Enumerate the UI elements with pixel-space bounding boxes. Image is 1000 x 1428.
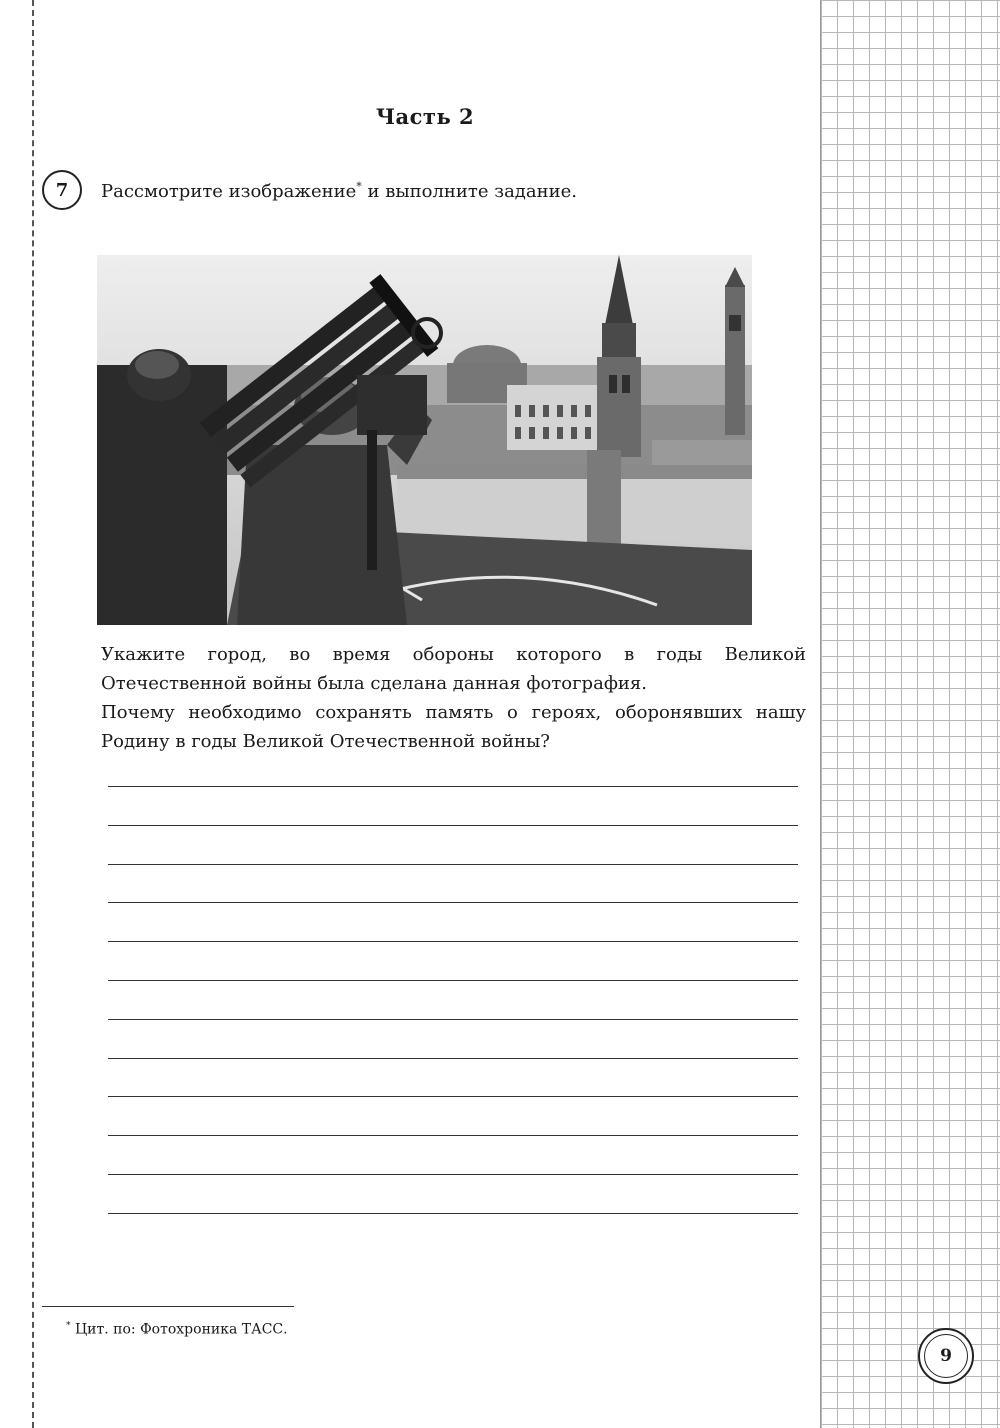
task-number-badge [42, 170, 82, 210]
part-title: Часть 2 [375, 104, 475, 129]
footnote-mark: * [356, 180, 362, 193]
footnote-text: Цит. по: Фотохроника ТАСС. [70, 1321, 288, 1338]
task-prompt-text: Рассмотрите изображение [101, 181, 357, 202]
page-number-inner-ring [924, 1334, 968, 1378]
answer-line[interactable] [108, 980, 798, 1019]
answer-line[interactable] [108, 825, 798, 864]
answer-line[interactable] [108, 864, 798, 903]
answer-line[interactable] [108, 1058, 798, 1097]
question-part-2: Почему необходимо сохранять память о героях, оборонявших нашу Родину в годы Великой Отечественной войны? [101, 702, 806, 752]
answer-line[interactable] [108, 1174, 798, 1213]
footnote-rule [42, 1306, 294, 1307]
answer-line[interactable] [108, 1135, 798, 1174]
answer-area[interactable] [108, 786, 798, 1252]
wartime-photo [97, 255, 752, 625]
question-text [101, 640, 806, 756]
task-prompt-text-end: и выполните задание. [361, 181, 577, 202]
answer-line[interactable] [108, 1213, 798, 1252]
task-prompt [101, 180, 577, 202]
footnote-mark: * [66, 1321, 71, 1331]
answer-line[interactable] [108, 1096, 798, 1135]
answer-line[interactable] [108, 1019, 798, 1058]
cut-line [32, 0, 34, 1428]
answer-line[interactable] [108, 902, 798, 941]
grid-margin [820, 0, 1000, 1428]
page-number: 9 [940, 1346, 952, 1366]
answer-line[interactable] [108, 941, 798, 980]
footnote [66, 1321, 288, 1338]
question-part-1: Укажите город, во время обороны которого в годы Великой Отечественной войны была сделана данная фотография. [101, 644, 806, 694]
task-number: 7 [55, 179, 69, 201]
answer-line[interactable] [108, 786, 798, 825]
page-number-badge [918, 1328, 974, 1384]
